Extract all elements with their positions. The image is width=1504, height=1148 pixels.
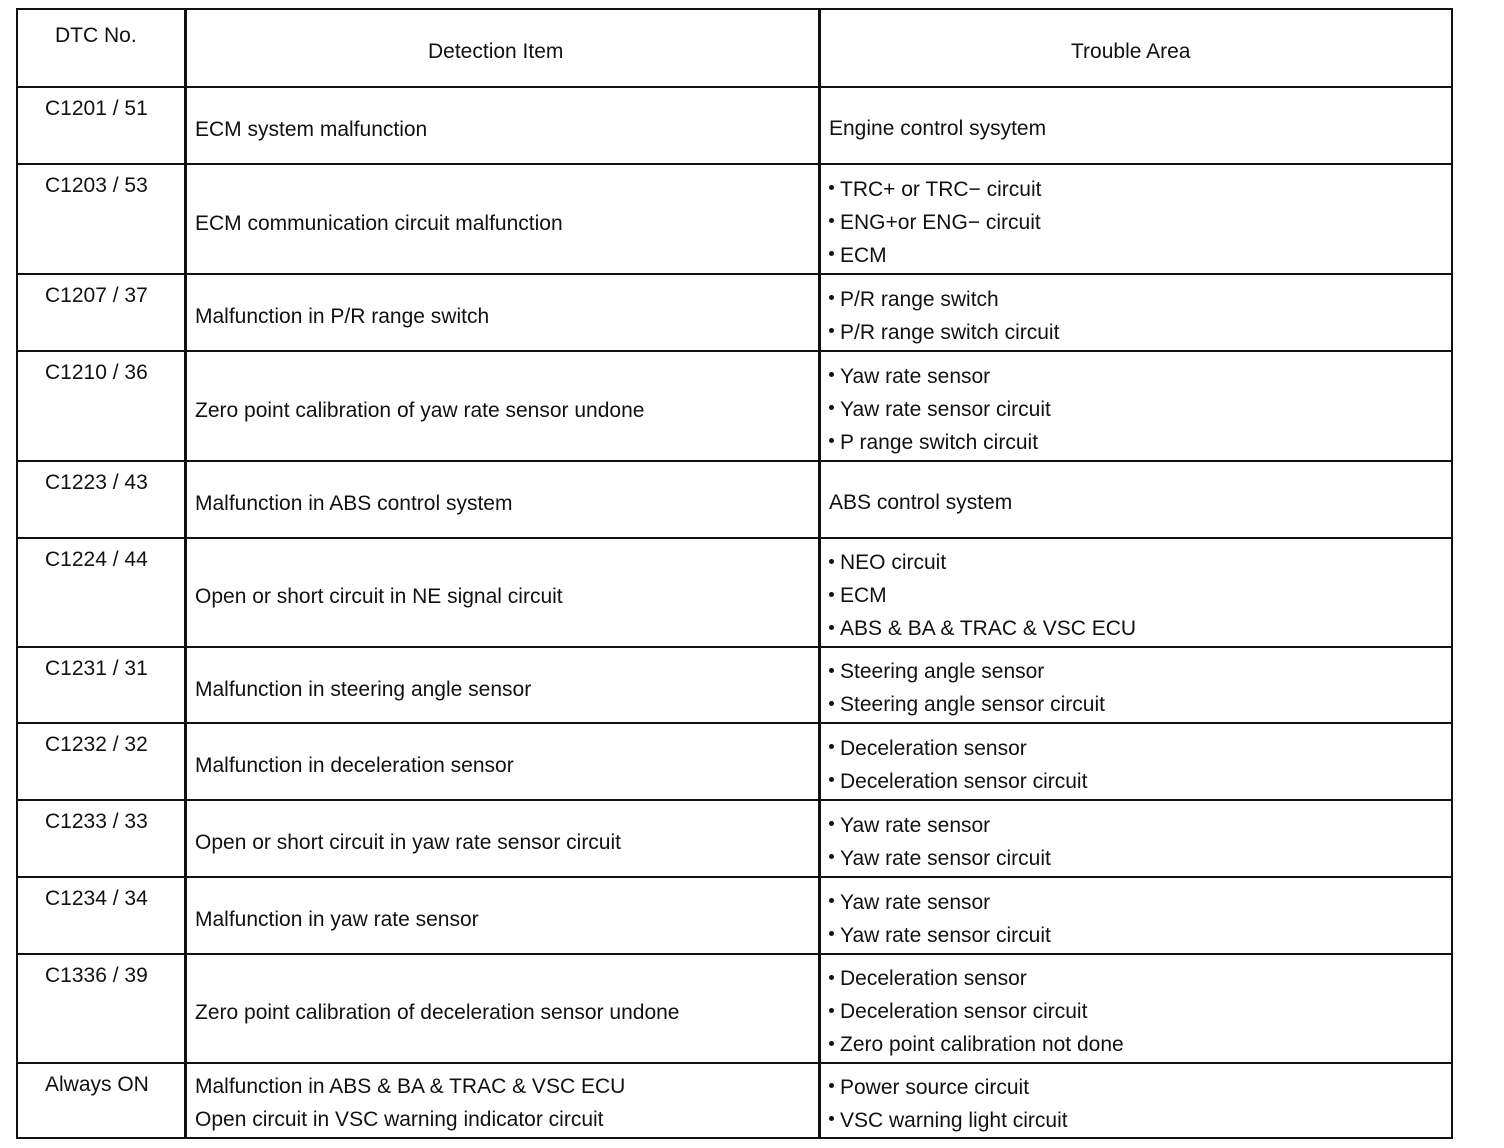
bullet-icon [829, 854, 834, 859]
row-divider [18, 350, 1451, 352]
dtc-code: C1231 / 31 [45, 657, 148, 680]
trouble-area [829, 809, 1051, 875]
trouble-area [829, 546, 1136, 645]
detection-item [195, 300, 489, 333]
header-dtc-no: DTC No. [55, 24, 137, 47]
trouble-area-text: TRC+ or TRC− circuit [840, 177, 1042, 201]
header-trouble-area: Trouble Area [1071, 40, 1191, 63]
trouble-area-item [829, 995, 1124, 1028]
trouble-area [829, 962, 1124, 1061]
trouble-area-item [829, 173, 1041, 206]
trouble-area-text: Deceleration sensor circuit [840, 769, 1088, 793]
trouble-area-text: VSC warning light circuit [840, 1108, 1068, 1132]
detection-text: Open circuit in VSC warning indicator circuit [195, 1108, 604, 1131]
trouble-area-text: P range switch circuit [840, 430, 1039, 454]
trouble-area-item [829, 1028, 1124, 1061]
detection-item [195, 207, 563, 240]
trouble-area-text: NEO circuit [840, 551, 947, 574]
trouble-area-text: ABS & BA & TRAC & VSC ECU [840, 617, 1137, 640]
dtc-code: C1232 / 32 [45, 733, 148, 756]
detection-text: Open or short circuit in NE signal circuit [195, 585, 563, 608]
dtc-code: Always ON [45, 1073, 149, 1096]
trouble-area-text: ABS control system [829, 491, 1013, 514]
row-divider [18, 537, 1451, 539]
bullet-icon [829, 931, 834, 936]
trouble-area-item [829, 283, 1059, 316]
detection-text: ECM system malfunction [195, 118, 428, 141]
trouble-area-item [829, 732, 1087, 765]
bullet-icon [829, 625, 834, 630]
trouble-area-item [829, 112, 1046, 145]
bullet-icon [829, 251, 834, 256]
detection-text: ECM communication circuit malfunction [195, 211, 563, 235]
trouble-area-item [829, 842, 1051, 875]
bullet-icon [829, 185, 834, 190]
bullet-icon [829, 328, 834, 333]
trouble-area-text: P/R range switch circuit [840, 320, 1060, 344]
detection-item [195, 903, 479, 936]
detection-item [195, 673, 531, 706]
bullet-icon [829, 295, 834, 300]
trouble-area [829, 886, 1051, 952]
trouble-area-item [829, 962, 1124, 995]
trouble-area-text: Yaw rate sensor circuit [840, 923, 1051, 947]
trouble-area [829, 1071, 1068, 1137]
trouble-area-text: Power source circuit [840, 1075, 1030, 1099]
trouble-area [829, 486, 1012, 519]
bullet-icon [829, 438, 834, 443]
trouble-area-text: Steering angle sensor [840, 660, 1045, 683]
trouble-area-text: Yaw rate sensor circuit [840, 846, 1051, 870]
bullet-icon [829, 1041, 834, 1046]
detection-text: Open or short circuit in yaw rate sensor circuit [195, 831, 621, 854]
trouble-area-text: Steering angle sensor circuit [840, 693, 1105, 716]
trouble-area [829, 173, 1041, 272]
detection-text: Malfunction in ABS & BA & TRAC & VSC ECU [195, 1075, 626, 1098]
trouble-area-text: Yaw rate sensor [840, 364, 991, 388]
dtc-code: C1234 / 34 [45, 887, 148, 910]
detection-text: Malfunction in steering angle sensor [195, 677, 532, 701]
row-divider [18, 876, 1451, 878]
trouble-area-text: ECM [840, 584, 887, 607]
bullet-icon [829, 701, 834, 706]
bullet-icon [829, 898, 834, 903]
trouble-area-item [829, 360, 1051, 393]
detection-item [195, 580, 563, 613]
row-divider [18, 646, 1451, 648]
trouble-area-item [829, 579, 1136, 612]
row-divider [18, 722, 1451, 724]
header-detection-item: Detection Item [428, 40, 564, 63]
trouble-area [829, 732, 1087, 798]
trouble-area [829, 112, 1046, 145]
bullet-icon [829, 405, 834, 410]
trouble-area [829, 360, 1051, 459]
dtc-code: C1210 / 36 [45, 361, 148, 384]
trouble-area-text: Deceleration sensor [840, 967, 1027, 990]
detection-text: Malfunction in deceleration sensor [195, 754, 514, 777]
trouble-area-text: Yaw rate sensor [840, 890, 991, 914]
trouble-area-item [829, 239, 1041, 272]
bullet-icon [829, 975, 834, 980]
trouble-area-item [829, 426, 1051, 459]
dtc-table [16, 8, 1453, 1139]
bullet-icon [829, 1116, 834, 1121]
detection-item [195, 113, 427, 146]
detection-item [195, 394, 644, 427]
dtc-code: C1233 / 33 [45, 810, 148, 833]
detection-text: Malfunction in ABS control system [195, 492, 513, 515]
trouble-area-item [829, 1104, 1068, 1137]
row-divider [18, 1062, 1451, 1064]
trouble-area-text: Zero point calibration not done [840, 1033, 1124, 1056]
column-divider [184, 10, 187, 1137]
bullet-icon [829, 777, 834, 782]
trouble-area-item [829, 765, 1087, 798]
trouble-area-item [829, 809, 1051, 842]
bullet-icon [829, 744, 834, 749]
bullet-icon [829, 1008, 834, 1013]
dtc-code: C1203 / 53 [45, 174, 148, 197]
bullet-icon [829, 559, 834, 564]
trouble-area-item [829, 886, 1051, 919]
detection-text: Zero point calibration of yaw rate sensor undone [195, 398, 645, 422]
detection-item [195, 1070, 625, 1136]
trouble-area-item [829, 486, 1012, 519]
bullet-icon [829, 1083, 834, 1088]
detection-item [195, 826, 621, 859]
trouble-area-text: Yaw rate sensor circuit [840, 397, 1051, 421]
detection-text: Zero point calibration of deceleration sensor undone [195, 1001, 680, 1024]
detection-item [195, 487, 512, 520]
trouble-area-text: P/R range switch [840, 287, 999, 311]
detection-item [195, 749, 514, 782]
dtc-code: C1207 / 37 [45, 284, 148, 307]
trouble-area-item [829, 688, 1105, 721]
trouble-area-item [829, 316, 1059, 349]
detection-text: Malfunction in P/R range switch [195, 305, 490, 328]
bullet-icon [829, 592, 834, 597]
dtc-code: C1223 / 43 [45, 471, 148, 494]
trouble-area-item [829, 206, 1041, 239]
bullet-icon [829, 372, 834, 377]
trouble-area-item [829, 612, 1136, 645]
trouble-area-text: Engine control sysytem [829, 117, 1047, 140]
trouble-area [829, 283, 1059, 349]
trouble-area-item [829, 655, 1105, 688]
detection-text: Malfunction in yaw rate sensor [195, 908, 479, 931]
bullet-icon [829, 821, 834, 826]
trouble-area-text: Deceleration sensor circuit [840, 1000, 1088, 1023]
dtc-code: C1201 / 51 [45, 97, 148, 120]
trouble-area-item [829, 1071, 1068, 1104]
column-divider [818, 10, 821, 1137]
trouble-area [829, 655, 1105, 721]
bullet-icon [829, 668, 834, 673]
trouble-area-text: Deceleration sensor [840, 736, 1027, 760]
row-divider [18, 460, 1451, 462]
bullet-icon [829, 218, 834, 223]
row-divider [18, 799, 1451, 801]
trouble-area-text: Yaw rate sensor [840, 813, 991, 837]
trouble-area-item [829, 919, 1051, 952]
dtc-code: C1224 / 44 [45, 548, 148, 571]
row-divider [18, 86, 1451, 88]
trouble-area-item [829, 393, 1051, 426]
row-divider [18, 273, 1451, 275]
trouble-area-text: ENG+or ENG− circuit [840, 210, 1041, 234]
row-divider [18, 163, 1451, 165]
dtc-code: C1336 / 39 [45, 964, 148, 987]
row-divider [18, 953, 1451, 955]
trouble-area-item [829, 546, 1136, 579]
trouble-area-text: ECM [840, 243, 887, 267]
detection-item [195, 996, 679, 1029]
